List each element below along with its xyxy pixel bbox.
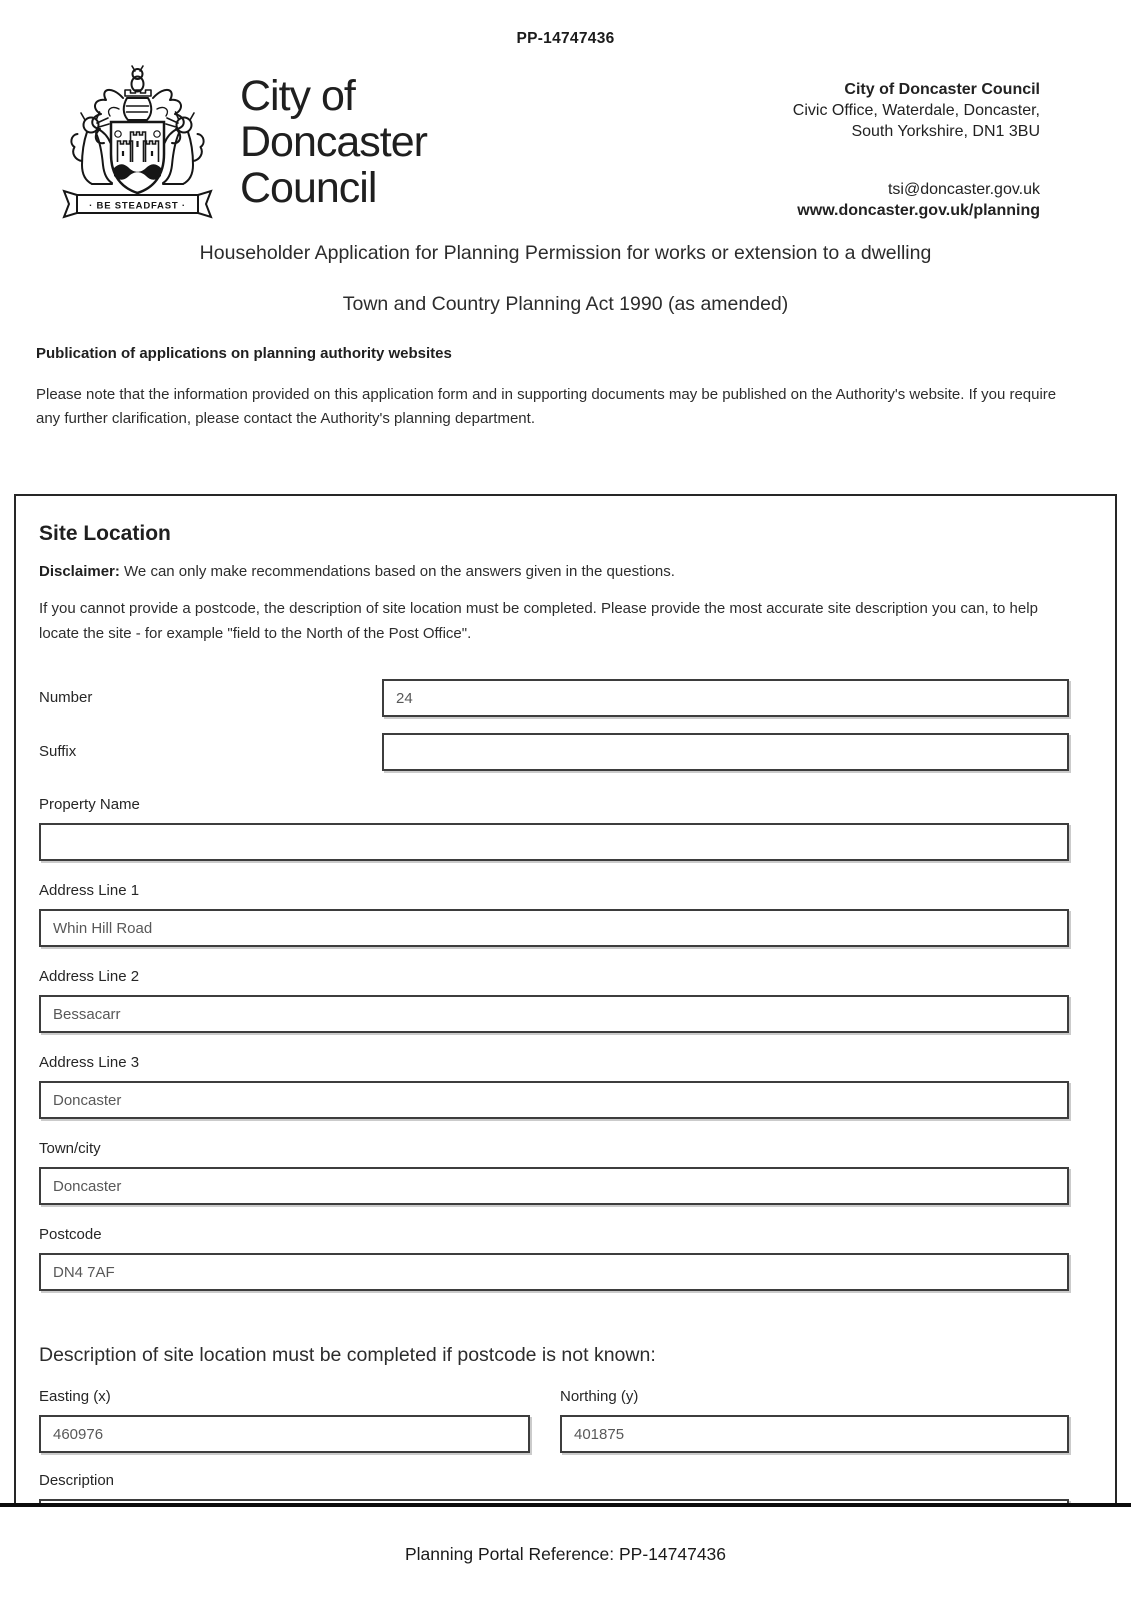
planning-portal-reference-footer: Planning Portal Reference: PP-14747436 bbox=[404, 1544, 727, 1564]
council-contact-block bbox=[793, 79, 1040, 221]
council-crest-icon bbox=[62, 61, 214, 225]
suffix-row bbox=[39, 733, 1069, 771]
town-city-label: Town/city bbox=[39, 1140, 101, 1157]
header bbox=[62, 61, 1040, 225]
disclaimer bbox=[39, 563, 1069, 580]
northing-input[interactable] bbox=[560, 1415, 1069, 1453]
contact-email: tsi@doncaster.gov.uk bbox=[887, 181, 1040, 198]
page-break-line bbox=[0, 1503, 1131, 1507]
town-city-input[interactable] bbox=[39, 1167, 1069, 1205]
postcode-row bbox=[39, 1226, 1069, 1291]
logo-motto: · BE STEADFAST · bbox=[89, 200, 186, 212]
address-line-1-row bbox=[39, 882, 1069, 947]
address-line-3-input[interactable] bbox=[39, 1081, 1069, 1119]
disclaimer-label: Disclaimer: bbox=[39, 563, 120, 580]
address-line-2-input[interactable] bbox=[39, 995, 1069, 1033]
easting-column bbox=[39, 1388, 530, 1453]
contact-address-line2: South Yorkshire, DN1 3BU bbox=[851, 123, 1040, 140]
form-title: Householder Application for Planning Permission for works or extension to a dwelling bbox=[199, 242, 932, 264]
logo-wordmark-line: Doncaster bbox=[240, 118, 427, 166]
logo-wordmark bbox=[240, 73, 427, 225]
number-input[interactable] bbox=[382, 679, 1069, 717]
town-city-row bbox=[39, 1140, 1069, 1205]
property-name-row bbox=[39, 796, 1069, 861]
contact-council-name: City of Doncaster Council bbox=[844, 81, 1040, 98]
easting-input[interactable] bbox=[39, 1415, 530, 1453]
publication-heading: Publication of applications on planning authority websites bbox=[36, 345, 452, 362]
address-line-1-label: Address Line 1 bbox=[39, 882, 140, 899]
number-label: Number bbox=[39, 689, 93, 706]
disclaimer-text: We can only make recommendations based on the answers given in the questions. bbox=[124, 563, 675, 580]
northing-label: Northing (y) bbox=[560, 1388, 639, 1405]
suffix-input[interactable] bbox=[382, 733, 1069, 771]
address-line-2-row bbox=[39, 968, 1069, 1033]
council-logo bbox=[62, 61, 427, 225]
northing-column bbox=[560, 1388, 1069, 1453]
address-line-1-input[interactable] bbox=[39, 909, 1069, 947]
address-line-2-label: Address Line 2 bbox=[39, 968, 140, 985]
postcode-label: Postcode bbox=[39, 1226, 102, 1243]
suffix-label: Suffix bbox=[39, 743, 77, 760]
number-row bbox=[39, 679, 1069, 717]
contact-address-line1: Civic Office, Waterdale, Doncaster, bbox=[792, 102, 1040, 119]
logo-wordmark-line: City of bbox=[240, 72, 355, 120]
coordinates-row bbox=[39, 1388, 1069, 1453]
property-name-input[interactable] bbox=[39, 823, 1069, 861]
site-location-title: Site Location bbox=[39, 522, 171, 545]
postcode-input[interactable] bbox=[39, 1253, 1069, 1291]
description-row bbox=[39, 1472, 1069, 1503]
description-label: Description bbox=[39, 1472, 115, 1489]
site-location-intro: If you cannot provide a postcode, the description of site location must be completed. Please provide the most accurate site description you can, to help locate the site - for example "field to the North of the Post Office". bbox=[39, 600, 1038, 642]
logo-wordmark-line: Council bbox=[240, 164, 377, 212]
site-location-section bbox=[14, 494, 1117, 1503]
property-name-label: Property Name bbox=[39, 796, 140, 813]
form-subtitle: Town and Country Planning Act 1990 (as amended) bbox=[342, 293, 789, 315]
easting-label: Easting (x) bbox=[39, 1388, 111, 1405]
contact-website: www.doncaster.gov.uk/planning bbox=[797, 202, 1040, 219]
address-line-3-row bbox=[39, 1054, 1069, 1119]
planning-portal-ref-top: PP-14747436 bbox=[516, 30, 615, 47]
description-requirement-heading: Description of site location must be completed if postcode is not known: bbox=[39, 1344, 656, 1366]
address-line-3-label: Address Line 3 bbox=[39, 1054, 140, 1071]
publication-note: Please note that the information provided on this application form and in supporting documents may be published on the Authority's website. If you require any further clarification, please contact the Authority's planning department. bbox=[36, 386, 1057, 427]
